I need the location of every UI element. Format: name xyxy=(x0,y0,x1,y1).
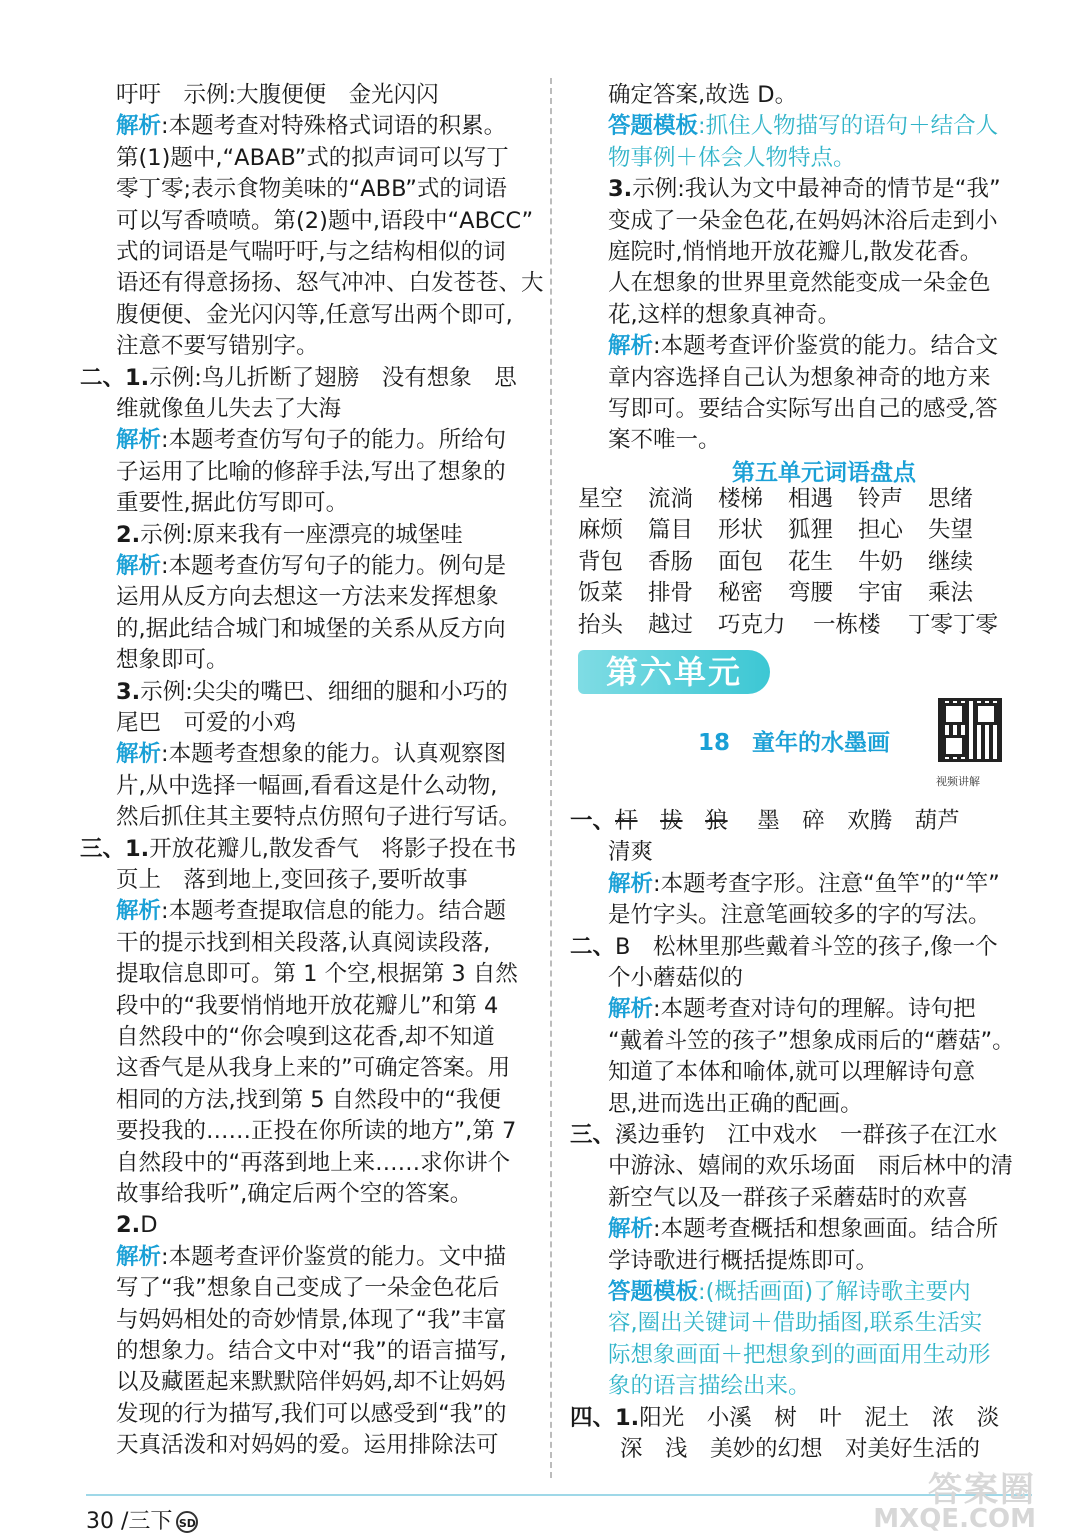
text-line xyxy=(86,739,506,770)
answer-text: 章内容选择自己认为想象神奇的地方来 xyxy=(608,364,991,391)
analysis-label: 解析 xyxy=(116,553,162,579)
text-line xyxy=(86,80,439,111)
corrected-char: 狼 xyxy=(705,808,728,834)
answer-text: 学诗歌进行概括提炼即可。 xyxy=(608,1247,879,1274)
text-line xyxy=(578,1434,980,1465)
analysis-label: 解析 xyxy=(608,1216,654,1243)
text-line xyxy=(578,1214,998,1245)
analysis-text: :本题考查想象的能力。认真观察图 xyxy=(161,741,507,768)
vocab-word: 丁零丁零 xyxy=(908,611,999,638)
answer-text: 阳光 小溪 树 叶 泥土 浓 淡 xyxy=(639,1404,1000,1431)
text-line xyxy=(86,1179,472,1210)
answer-text: 案不唯一。 xyxy=(608,427,721,454)
question-number: 3. xyxy=(608,176,633,203)
text-line xyxy=(86,1242,506,1273)
text-line xyxy=(578,331,998,362)
analysis-text: :本题考查对特殊格式词语的积累。 xyxy=(161,113,507,140)
text-line xyxy=(578,300,840,331)
answer-text: 示例:尖尖的嘴巴、细细的腿和小巧的 xyxy=(140,678,508,705)
template-text: :(概括画面)了解诗歌主要内 xyxy=(698,1279,971,1305)
answer-text: 写了“我”想象自己变成了一朵金色花后 xyxy=(116,1275,500,1302)
answer-text: 语还有得意扬扬、怒气冲冲、白发苍苍、大 xyxy=(116,270,544,297)
text-line xyxy=(570,932,998,963)
text-line xyxy=(86,1305,506,1336)
answer-text: 是竹字头。注意笔画较多的字的写法。 xyxy=(608,902,991,929)
text-line xyxy=(86,111,506,142)
analysis-label: 解析 xyxy=(608,870,654,897)
vocab-word: 花生 xyxy=(788,548,834,575)
answer-text: 维就像鱼儿失去了大海 xyxy=(116,396,342,422)
text-line xyxy=(86,928,490,959)
text-line xyxy=(578,1340,991,1371)
analysis-label: 解析 xyxy=(116,1243,162,1270)
question-number: 3. xyxy=(116,678,141,705)
vocab-word: 弯腰 xyxy=(788,580,834,607)
text-line xyxy=(578,963,743,994)
analysis-text: :本题考查仿写句子的能力。例句是 xyxy=(161,553,507,579)
answer-text: 重要性,据此仿写即可。 xyxy=(116,490,349,517)
answer-text: 示例:我认为文中最神奇的情节是“我” xyxy=(632,176,1001,203)
answer-text: 故事给我听”,确定后两个空的答案。 xyxy=(116,1181,473,1207)
vocab-row xyxy=(578,610,1030,641)
answer-text: B 松林里那些戴着斗笠的孩子,像一个 xyxy=(615,933,998,960)
text-line xyxy=(86,488,348,519)
answer-text: 清爽 xyxy=(608,839,654,866)
text-line xyxy=(86,331,319,362)
text-line xyxy=(578,111,998,142)
question-number: 1. xyxy=(615,1404,640,1431)
text-line xyxy=(86,174,507,205)
text-line xyxy=(86,865,468,896)
vocab-word: 乘法 xyxy=(928,580,974,607)
answer-text: D xyxy=(140,1212,158,1239)
text-line xyxy=(86,1148,510,1179)
question-number: 1. xyxy=(125,364,150,391)
text-line xyxy=(86,300,513,331)
text-line xyxy=(570,1403,999,1434)
answer-text: 子运用了比喻的修辞手法,写出了想象的 xyxy=(116,458,506,485)
unit6-banner: 第六单元 xyxy=(578,650,770,694)
text-line xyxy=(578,425,721,456)
text-line xyxy=(86,991,498,1022)
analysis-label: 解析 xyxy=(608,333,654,360)
text-line xyxy=(578,994,976,1025)
text-line xyxy=(578,394,998,425)
page-number: 30 /三下 SD xyxy=(86,1504,198,1535)
answer-text: 相同的方法,找到第 5 自然段中的“我便 xyxy=(116,1086,501,1113)
lesson-heading xyxy=(698,728,890,759)
answer-text: 变成了一朵金色花,在妈妈沐浴后走到小 xyxy=(608,207,998,234)
text-line xyxy=(86,143,509,174)
text-line xyxy=(578,900,991,931)
vocab-word: 排骨 xyxy=(648,580,694,607)
spacer xyxy=(638,808,661,834)
answer-text: 吁吁 示例:大腹便便 金光闪闪 xyxy=(116,82,439,108)
footer-rule xyxy=(86,1494,1032,1496)
vocab-word: 牛奶 xyxy=(858,548,904,575)
vocab-row xyxy=(578,578,1030,609)
analysis-label: 解析 xyxy=(116,427,162,454)
text-line xyxy=(86,1022,495,1053)
answer-text: 写即可。要结合实际写出自己的感受,答 xyxy=(608,396,998,422)
text-line xyxy=(86,1430,499,1461)
text-line xyxy=(86,959,518,990)
text-line xyxy=(578,1308,982,1339)
answer-text: 的,据此结合城门和城堡的关系从反方向 xyxy=(116,615,506,642)
answer-text: 第(1)题中,“ABAB”式的拟声词可以写丁 xyxy=(116,144,509,171)
vocab-word: 担心 xyxy=(858,517,904,544)
text-line xyxy=(86,1053,510,1084)
text-line xyxy=(578,837,653,868)
question-number: 2. xyxy=(116,521,141,548)
template-label: 答题模板 xyxy=(608,113,699,140)
section-number: 一、 xyxy=(570,808,616,834)
text-line xyxy=(86,802,521,833)
answer-text: 确定答案,故选 D。 xyxy=(608,82,798,108)
text-line xyxy=(86,771,497,802)
answer-text: 提取信息即可。第 1 个空,根据第 3 自然 xyxy=(116,961,518,988)
section-number: 四、 xyxy=(570,1404,616,1431)
text-line xyxy=(578,206,998,237)
text-line xyxy=(86,1336,506,1367)
text-line xyxy=(86,520,463,551)
analysis-text: :本题考查提取信息的能力。结合题 xyxy=(161,898,507,925)
vocab-word: 相遇 xyxy=(788,486,834,512)
text-line xyxy=(86,896,506,927)
answer-text: 深 浅 美妙的幻想 对美好生活的 xyxy=(620,1436,981,1462)
answer-text: 知道了本体和喻体,就可以理解诗句意 xyxy=(608,1059,976,1086)
answer-text: 以及藏匿起来默默陪伴妈妈,却不让妈妈 xyxy=(116,1369,506,1396)
vocab-word: 背包 xyxy=(578,548,624,575)
vocab-word: 饭菜 xyxy=(578,580,624,607)
vocab-word: 越过 xyxy=(648,611,694,638)
text-line xyxy=(578,1151,1013,1182)
vocab-row xyxy=(578,547,1030,578)
analysis-text: :本题考查仿写句子的能力。所给句 xyxy=(161,427,507,454)
text-line xyxy=(578,1057,975,1088)
answer-text: 开放花瓣儿,散发香气 将影子投在书 xyxy=(149,835,517,862)
section-number: 二、 xyxy=(80,364,126,391)
vocab-word: 失望 xyxy=(928,517,974,544)
answer-text: 片,从中选择一幅画,看看这是什么动物, xyxy=(116,772,498,799)
analysis-label: 解析 xyxy=(608,996,654,1023)
text-line xyxy=(80,363,517,394)
text-line xyxy=(578,237,982,268)
text-line xyxy=(578,80,797,111)
question-number: 2. xyxy=(116,1212,141,1239)
template-text: :抓住人物描写的语句＋结合人 xyxy=(698,113,999,140)
answer-text: 注意不要写错别字。 xyxy=(116,333,319,360)
vocab-word: 形状 xyxy=(718,517,764,544)
text-line xyxy=(86,206,533,237)
text-line xyxy=(86,614,506,645)
template-text: 象的语言描绘出来。 xyxy=(608,1373,811,1400)
text-line xyxy=(86,1116,516,1147)
sd-badge-icon: SD xyxy=(176,1511,198,1533)
vocab-word: 一栋楼 xyxy=(813,611,881,638)
vocab-row xyxy=(578,515,1030,546)
vocab-word: 巧克力 xyxy=(718,611,786,638)
text-line xyxy=(86,645,229,676)
text-line xyxy=(578,869,1000,900)
vocab-word: 麻烦 xyxy=(578,517,624,544)
text-line xyxy=(578,268,991,299)
lesson-number: 18 xyxy=(698,730,731,756)
analysis-text: :本题考查评价鉴赏的能力。文中描 xyxy=(161,1243,507,1270)
answer-text: 想象即可。 xyxy=(116,647,229,674)
answer-text: 新空气以及一群孩子采蘑菇时的欢喜 xyxy=(608,1184,969,1211)
answer-text: 腹便便、金光闪闪等,任意写出两个即可, xyxy=(116,301,513,328)
text-line xyxy=(578,1371,811,1402)
analysis-label: 解析 xyxy=(116,898,162,925)
text-line xyxy=(578,363,991,394)
answer-text: 示例:鸟儿折断了翅膀 没有想象 思 xyxy=(149,364,517,391)
answer-text: 零丁零;表示食物美味的“ABB”式的词语 xyxy=(116,176,507,203)
text-line xyxy=(86,1210,158,1241)
vocab-word: 篇目 xyxy=(648,517,694,544)
lesson-title: 童年的水墨画 xyxy=(752,730,891,756)
section-number: 三、 xyxy=(80,835,126,862)
answer-text: 自然段中的“再落到地上来……求你讲个 xyxy=(116,1149,511,1176)
template-text: 物事例＋体会人物特点。 xyxy=(608,144,856,171)
answer-text: 花,这样的想象真神奇。 xyxy=(608,301,841,328)
answer-text: 干的提示找到相关段落,认真阅读段落, xyxy=(116,929,491,956)
unit5-vocab-title: 第五单元词语盘点 xyxy=(732,460,916,486)
text-line xyxy=(578,1183,968,1214)
answer-text: 页上 落到地上,变回孩子,要听故事 xyxy=(116,867,468,893)
answer-text: 这香气是从我身上来的”可确定答案。用 xyxy=(116,1055,511,1082)
vocab-word: 楼梯 xyxy=(718,486,764,512)
vocab-word: 宇宙 xyxy=(858,580,904,607)
answer-text: 尾巴 可爱的小鸡 xyxy=(116,710,297,736)
answer-text: 人在想象的世界里竟然能变成一朵金色 xyxy=(608,270,991,297)
analysis-label: 解析 xyxy=(116,113,162,140)
text-line xyxy=(86,551,506,582)
answer-text: 可以写香喷喷。第(2)题中,语段中“ABCC” xyxy=(116,207,534,234)
watermark-url: MXQE.COM xyxy=(873,1504,1036,1534)
analysis-text: :本题考查概括和想象画面。结合所 xyxy=(653,1216,999,1243)
answer-text: 要投我的……正投在你所读的地方”,第 7 xyxy=(116,1118,517,1145)
answer-text: 示例:原来我有一座漂亮的城堡哇 xyxy=(140,521,463,548)
vocab-row xyxy=(578,484,1030,515)
text-line xyxy=(570,806,960,837)
answer-text: 的想象力。结合文中对“我”的语言描写, xyxy=(116,1338,507,1364)
answer-text: “戴着斗笠的孩子”想象成雨后的“蘑菇”。 xyxy=(608,1027,1015,1054)
template-label: 答题模板 xyxy=(608,1279,699,1305)
answer-text: 溪边垂钓 江中戏水 一群孩子在江水 xyxy=(615,1122,998,1148)
corrected-char: 杆 xyxy=(615,808,638,834)
analysis-text: :本题考查对诗句的理解。诗句把 xyxy=(653,996,976,1023)
text-line xyxy=(86,237,506,268)
vocab-word: 流淌 xyxy=(648,486,694,512)
vocab-word: 秘密 xyxy=(718,580,764,607)
text-line xyxy=(86,708,296,739)
vocab-word: 抬头 xyxy=(578,611,624,638)
text-line xyxy=(86,394,341,425)
text-line xyxy=(570,1120,998,1151)
section-number: 三、 xyxy=(570,1122,616,1148)
answer-text: 墨 碎 欢腾 葫芦 xyxy=(750,808,960,834)
column-divider xyxy=(550,78,552,1478)
answer-text: 与妈妈相处的奇妙情景,体现了“我”丰富 xyxy=(116,1306,507,1333)
answer-text: 运用从反方向去想这一方法来发挥想象 xyxy=(116,584,499,611)
corrected-char: 拔 xyxy=(660,808,683,834)
text-line xyxy=(86,457,506,488)
text-line xyxy=(578,174,1001,205)
vocab-word: 继续 xyxy=(928,548,974,575)
analysis-text: :本题考查评价鉴赏的能力。结合文 xyxy=(653,333,999,360)
vocab-word: 思绪 xyxy=(928,486,974,512)
text-line xyxy=(86,268,544,299)
vocab-word: 铃声 xyxy=(858,486,904,512)
text-line xyxy=(86,677,508,708)
answer-text: 思,进而选出正确的配画。 xyxy=(608,1090,863,1117)
text-line xyxy=(80,834,516,865)
text-line xyxy=(578,1026,1015,1057)
text-line xyxy=(86,425,506,456)
section-number: 二、 xyxy=(570,933,616,960)
analysis-label: 解析 xyxy=(116,741,162,768)
text-line xyxy=(86,1367,506,1398)
left-column xyxy=(80,0,544,1490)
answer-text: 个小蘑菇似的 xyxy=(608,965,744,991)
answer-text: 发现的行为描写,我们可以感受到“我”的 xyxy=(116,1400,507,1427)
analysis-text: :本题考查字形。注意“鱼竿”的“竿” xyxy=(653,870,1000,897)
text-line xyxy=(578,1089,863,1120)
answer-text: 式的词语是气喘吁吁,与之结构相似的词 xyxy=(116,239,506,265)
template-text: 际想象画面＋把想象到的画面用生动形 xyxy=(608,1341,991,1368)
answer-text: 然后抓住其主要特点仿照句子进行写话。 xyxy=(116,804,522,831)
text-line xyxy=(86,1085,501,1116)
text-line xyxy=(86,1399,506,1430)
text-line xyxy=(578,1246,878,1277)
vocab-word: 面包 xyxy=(718,548,764,575)
qr-code-icon[interactable] xyxy=(938,698,1002,762)
answer-text: 庭院时,悄悄地开放花瓣儿,散发花香。 xyxy=(608,239,983,265)
spacer xyxy=(728,808,751,834)
qr-label: 视频讲解 xyxy=(936,775,980,788)
answer-text: 段中的“我要悄悄地开放花瓣儿”和第 4 xyxy=(116,992,499,1019)
question-number: 1. xyxy=(125,835,150,862)
text-line xyxy=(578,143,856,174)
answer-text: 天真活泼和对妈妈的爱。运用排除法可 xyxy=(116,1432,499,1459)
template-text: 容,圈出关键词＋借助插图,联系生活实 xyxy=(608,1310,983,1337)
spacer xyxy=(683,808,706,834)
vocab-word: 香肠 xyxy=(648,548,694,575)
watermark-logo: 答案圈 xyxy=(928,1470,1036,1510)
answer-text: 中游泳、嬉闹的欢乐场面 雨后林中的清 xyxy=(608,1153,1014,1180)
text-line xyxy=(86,582,499,613)
vocab-word: 星空 xyxy=(578,486,624,512)
vocab-word: 狐狸 xyxy=(788,517,834,544)
text-line xyxy=(86,1273,499,1304)
text-line xyxy=(578,1277,971,1308)
answer-text: 自然段中的“你会嗅到这花香,却不知道 xyxy=(116,1024,495,1050)
